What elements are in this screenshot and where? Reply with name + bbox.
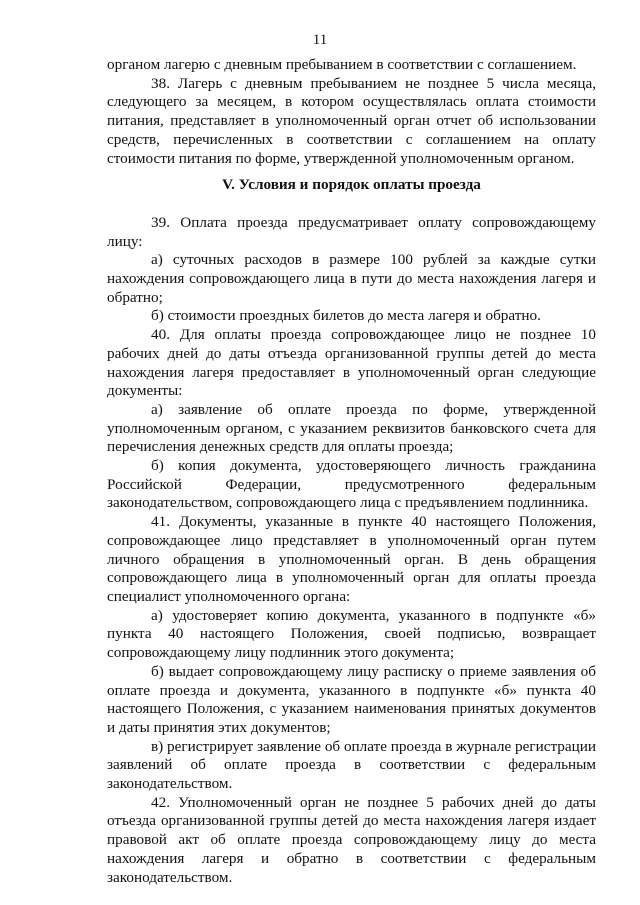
paragraph-40-b: б) копия документа, удостоверяющего личность гражданина Российской Федерации, предусмотренного федеральным законодательством, сопровождающего лица с предъявлением подлинника. [107,457,596,512]
paragraph-39: 39. Оплата проезда предусматривает оплату сопровождающему лицу: [107,213,596,250]
section-heading: V. Условия и порядок оплаты проезда [222,176,481,194]
paragraph-38: 38. Лагерь с дневным пребыванием не позднее 5 числа месяца, следующего за месяцем, в котором осуществлялась оплата стоимости питания, представляет в уполномоченный орган отчет об использовании средств, перечисленных в соответствии с соглашением на оплату стоимости питания по форме, утвержденной уполномоченным органом. [107,74,596,167]
paragraph-40: 40. Для оплаты проезда сопровождающее лицо не позднее 10 рабочих дней до даты отъезда организованной группы детей до места нахождения лагеря предоставляет в уполномоченный орган следующие документы: [107,326,596,400]
page-number: 11 [312,32,328,48]
paragraph-41-b: б) выдает сопровождающему лицу расписку о приеме заявления об оплате проезда и документа, указанного в подпункте «б» пункта 40 настоящего Положения, с указанием наименования принятых документов и даты принятия этих документов; [107,662,596,736]
paragraph-41-a: а) удостоверяет копию документа, указанного в подпункте «б» пункта 40 настоящего Положения, своей подписью, возвращает сопровождающему лицу подлинник этого документа; [107,606,596,662]
paragraph-41-v: в) регистрирует заявление об оплате проезда в журнале регистрации заявлений об оплате проезда в соответствии с федеральным законодательством. [107,737,596,793]
paragraph-41: 41. Документы, указанные в пункте 40 настоящего Положения, сопровождающее лицо представляет в уполномоченный орган путем личного обращения в уполномоченный орган. В день обращения сопровождающего лица в уполномоченный орган для оплаты проезда специалист уполномоченного органа: [107,513,596,605]
paragraph-continuation: органом лагерю с дневным пребыванием в соответствии с соглашением. [107,56,577,73]
paragraph-40-a: а) заявление об оплате проезда по форме, утвержденной уполномоченным органом, с указанием реквизитов банковского счета для перечисления денежных средств для оплаты проезда; [107,400,596,456]
paragraph-39-b: б) стоимости проездных билетов до места лагеря и обратно. [151,307,541,325]
paragraph-39-a: а) суточных расходов в размере 100 рублей за каждые сутки нахождения сопровождающего лица в пути до места нахождения лагеря и обратно; [107,251,596,306]
document-body [107,56,596,887]
paragraph-42: 42. Уполномоченный орган не позднее 5 рабочих дней до даты отъезда организованной группы детей до места нахождения лагеря издает правовой акт об оплате проезда сопровождающему лицу до места нахождения лагеря и обратно в соответствии с федеральным законодательством. [107,793,596,886]
